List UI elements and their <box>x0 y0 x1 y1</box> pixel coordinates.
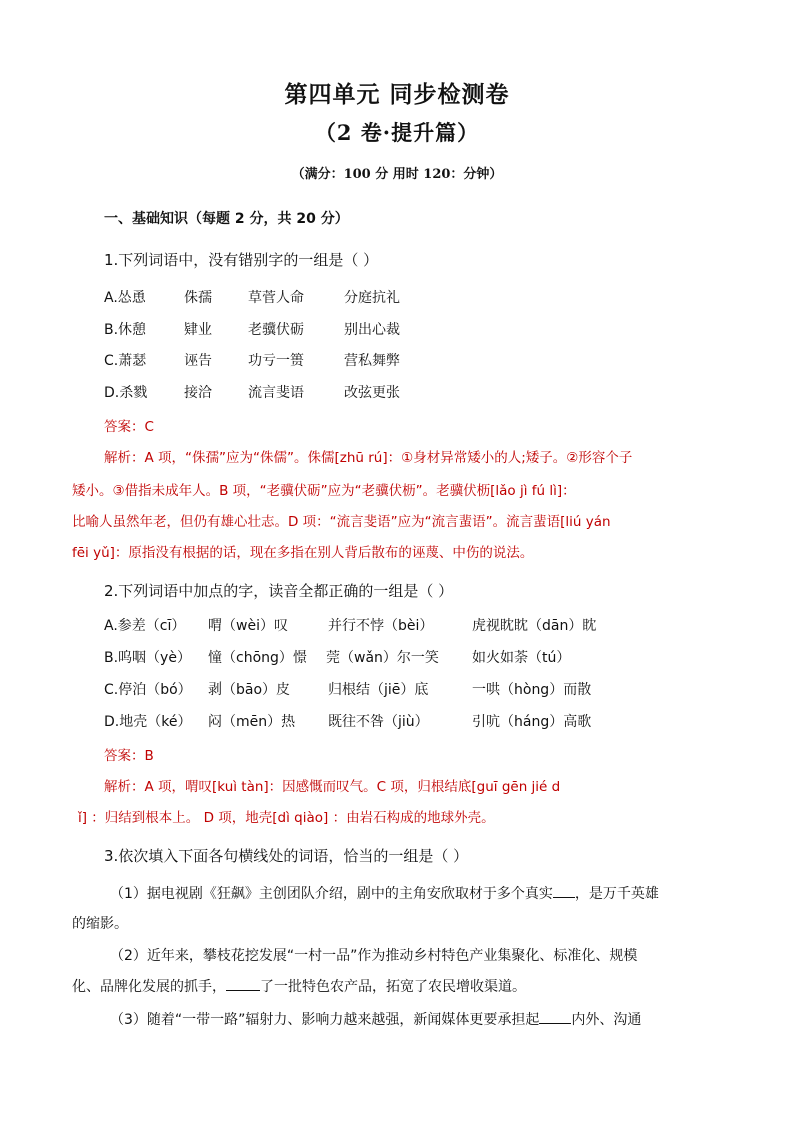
option-cell: 功亏一篑 <box>248 353 304 369</box>
question-3-stem: 3.依次填入下面各句横线处的词语，恰当的一组是（ ） <box>104 847 469 865</box>
option-cell: 归根结（jiē）底 <box>328 682 429 698</box>
sentence-text: （3）随着“一带一路”辐射力、影响力越来越强，新闻媒体更要承担起 <box>110 1012 540 1028</box>
exam-meta: （满分：100 分 用时 120：分钟） <box>291 167 503 182</box>
q1-explanation-line: 比喻人虽然年老，但仍有雄心壮志。D 项：“流言斐语”应为“流言蜚语”。流言蜚语[liú yán <box>72 514 611 530</box>
q3-sentence-3 <box>110 1009 641 1029</box>
sentence-text: 化、品牌化发展的抓手， <box>72 979 226 995</box>
fill-blank <box>226 978 260 991</box>
q2-option-c <box>104 679 664 699</box>
fill-blank <box>539 1011 571 1024</box>
q2-option-b <box>104 647 664 667</box>
option-cell: 如火如荼（tú） <box>472 650 571 666</box>
q3-sentence-2-cont <box>72 976 526 996</box>
option-cell: 一哄（hòng）而散 <box>472 682 592 698</box>
q1-option-c <box>104 350 604 370</box>
q1-explanation-line: 矮小。③借指未成年人。B 项，“老骥伏砺”应为“老骥伏枥”。老骥伏枥[lǎo jì fú lì]： <box>72 483 576 499</box>
q1-option-a <box>104 287 604 307</box>
sentence-text: 了一批特色农产品，拓宽了农民增收渠道。 <box>260 979 526 995</box>
sentence-text: 内外、沟通 <box>571 1012 642 1028</box>
sentence-text: ，是万千英雄 <box>574 886 659 902</box>
page-subtitle: （2 卷·提升篇） <box>314 120 480 145</box>
option-cell: B.呜咽（yè） <box>104 650 191 666</box>
option-cell: A.怂恿 <box>104 290 146 306</box>
option-cell: 闷（mēn）热 <box>208 714 296 730</box>
option-cell: A.参差（cī） <box>104 618 186 634</box>
option-cell: 剥（bāo）皮 <box>208 682 291 698</box>
option-cell: 肄业 <box>184 322 212 338</box>
q3-sentence-1-cont: 的缩影。 <box>72 916 128 932</box>
question-1-stem: 1.下列词语中，没有错别字的一组是（ ） <box>104 251 379 269</box>
q2-explanation-line: ǐ] ：归结到根本上。 D 项，地壳[dì qiào] ：由岩石构成的地球外壳。 <box>78 810 495 826</box>
fill-blank <box>553 885 575 898</box>
option-cell: D.地壳（ké） <box>104 714 192 730</box>
q2-option-d <box>104 711 664 731</box>
q3-sentence-1 <box>110 883 659 903</box>
q1-explanation-line: fēi yǔ]：原指没有根据的话，现在多指在别人背后散布的诬蔑、中伤的说法。 <box>72 545 534 561</box>
option-cell: B.休憩 <box>104 322 147 338</box>
option-cell: 虎视眈眈（dān）眈 <box>472 618 597 634</box>
option-cell: 引吭（háng）高歌 <box>472 714 592 730</box>
option-cell: 老骥伏砺 <box>248 322 304 338</box>
option-cell: D.杀戮 <box>104 385 148 401</box>
option-cell: C.停泊（bó） <box>104 682 192 698</box>
option-cell: 既往不咎（jiù） <box>328 714 429 730</box>
option-cell: 流言斐语 <box>248 385 304 401</box>
option-cell: 并行不悖（bèi） <box>328 618 434 634</box>
q1-option-b <box>104 319 604 339</box>
option-cell: 分庭抗礼 <box>344 290 400 306</box>
q1-explanation-line: 解析：A 项，“侏孺”应为“侏儒”。侏儒[zhū rú]：①身材异常矮小的人;矮子。②形容个子 <box>104 450 633 466</box>
option-cell: 莞（wǎn）尔一笑 <box>326 650 439 666</box>
question-2-stem: 2.下列词语中加点的字，读音全都正确的一组是（ ） <box>104 582 454 600</box>
option-cell: 营私舞弊 <box>344 353 400 369</box>
option-cell: 草菅人命 <box>248 290 304 306</box>
option-cell: 侏孺 <box>184 290 212 306</box>
option-cell: 喟（wèi）叹 <box>208 618 288 634</box>
q2-answer: 答案：B <box>104 748 154 764</box>
page-title: 第四单元 同步检测卷 <box>284 81 510 108</box>
q2-explanation-line: 解析：A 项，喟叹[kuì tàn]：因感慨而叹气。C 项，归根结底[guī gēn jié d <box>104 779 561 795</box>
q3-sentence-2: （2）近年来，攀枝花挖发展“一村一品”作为推动乡村特色产业集聚化、标准化、规模 <box>110 948 638 964</box>
option-cell: 接洽 <box>184 385 212 401</box>
q2-option-a <box>104 615 664 635</box>
option-cell: 别出心裁 <box>344 322 400 338</box>
option-cell: C.萧瑟 <box>104 353 147 369</box>
option-cell: 诬告 <box>184 353 212 369</box>
q1-answer: 答案：C <box>104 419 154 435</box>
option-cell: 改弦更张 <box>344 385 400 401</box>
option-cell: 憧（chōng）憬 <box>208 650 307 666</box>
section-heading: 一、基础知识（每题 2 分，共 20 分） <box>104 211 349 227</box>
q1-option-d <box>104 382 604 402</box>
sentence-text: （1）据电视剧《狂飙》主创团队介绍，剧中的主角安欣取材于多个真实 <box>110 886 553 902</box>
